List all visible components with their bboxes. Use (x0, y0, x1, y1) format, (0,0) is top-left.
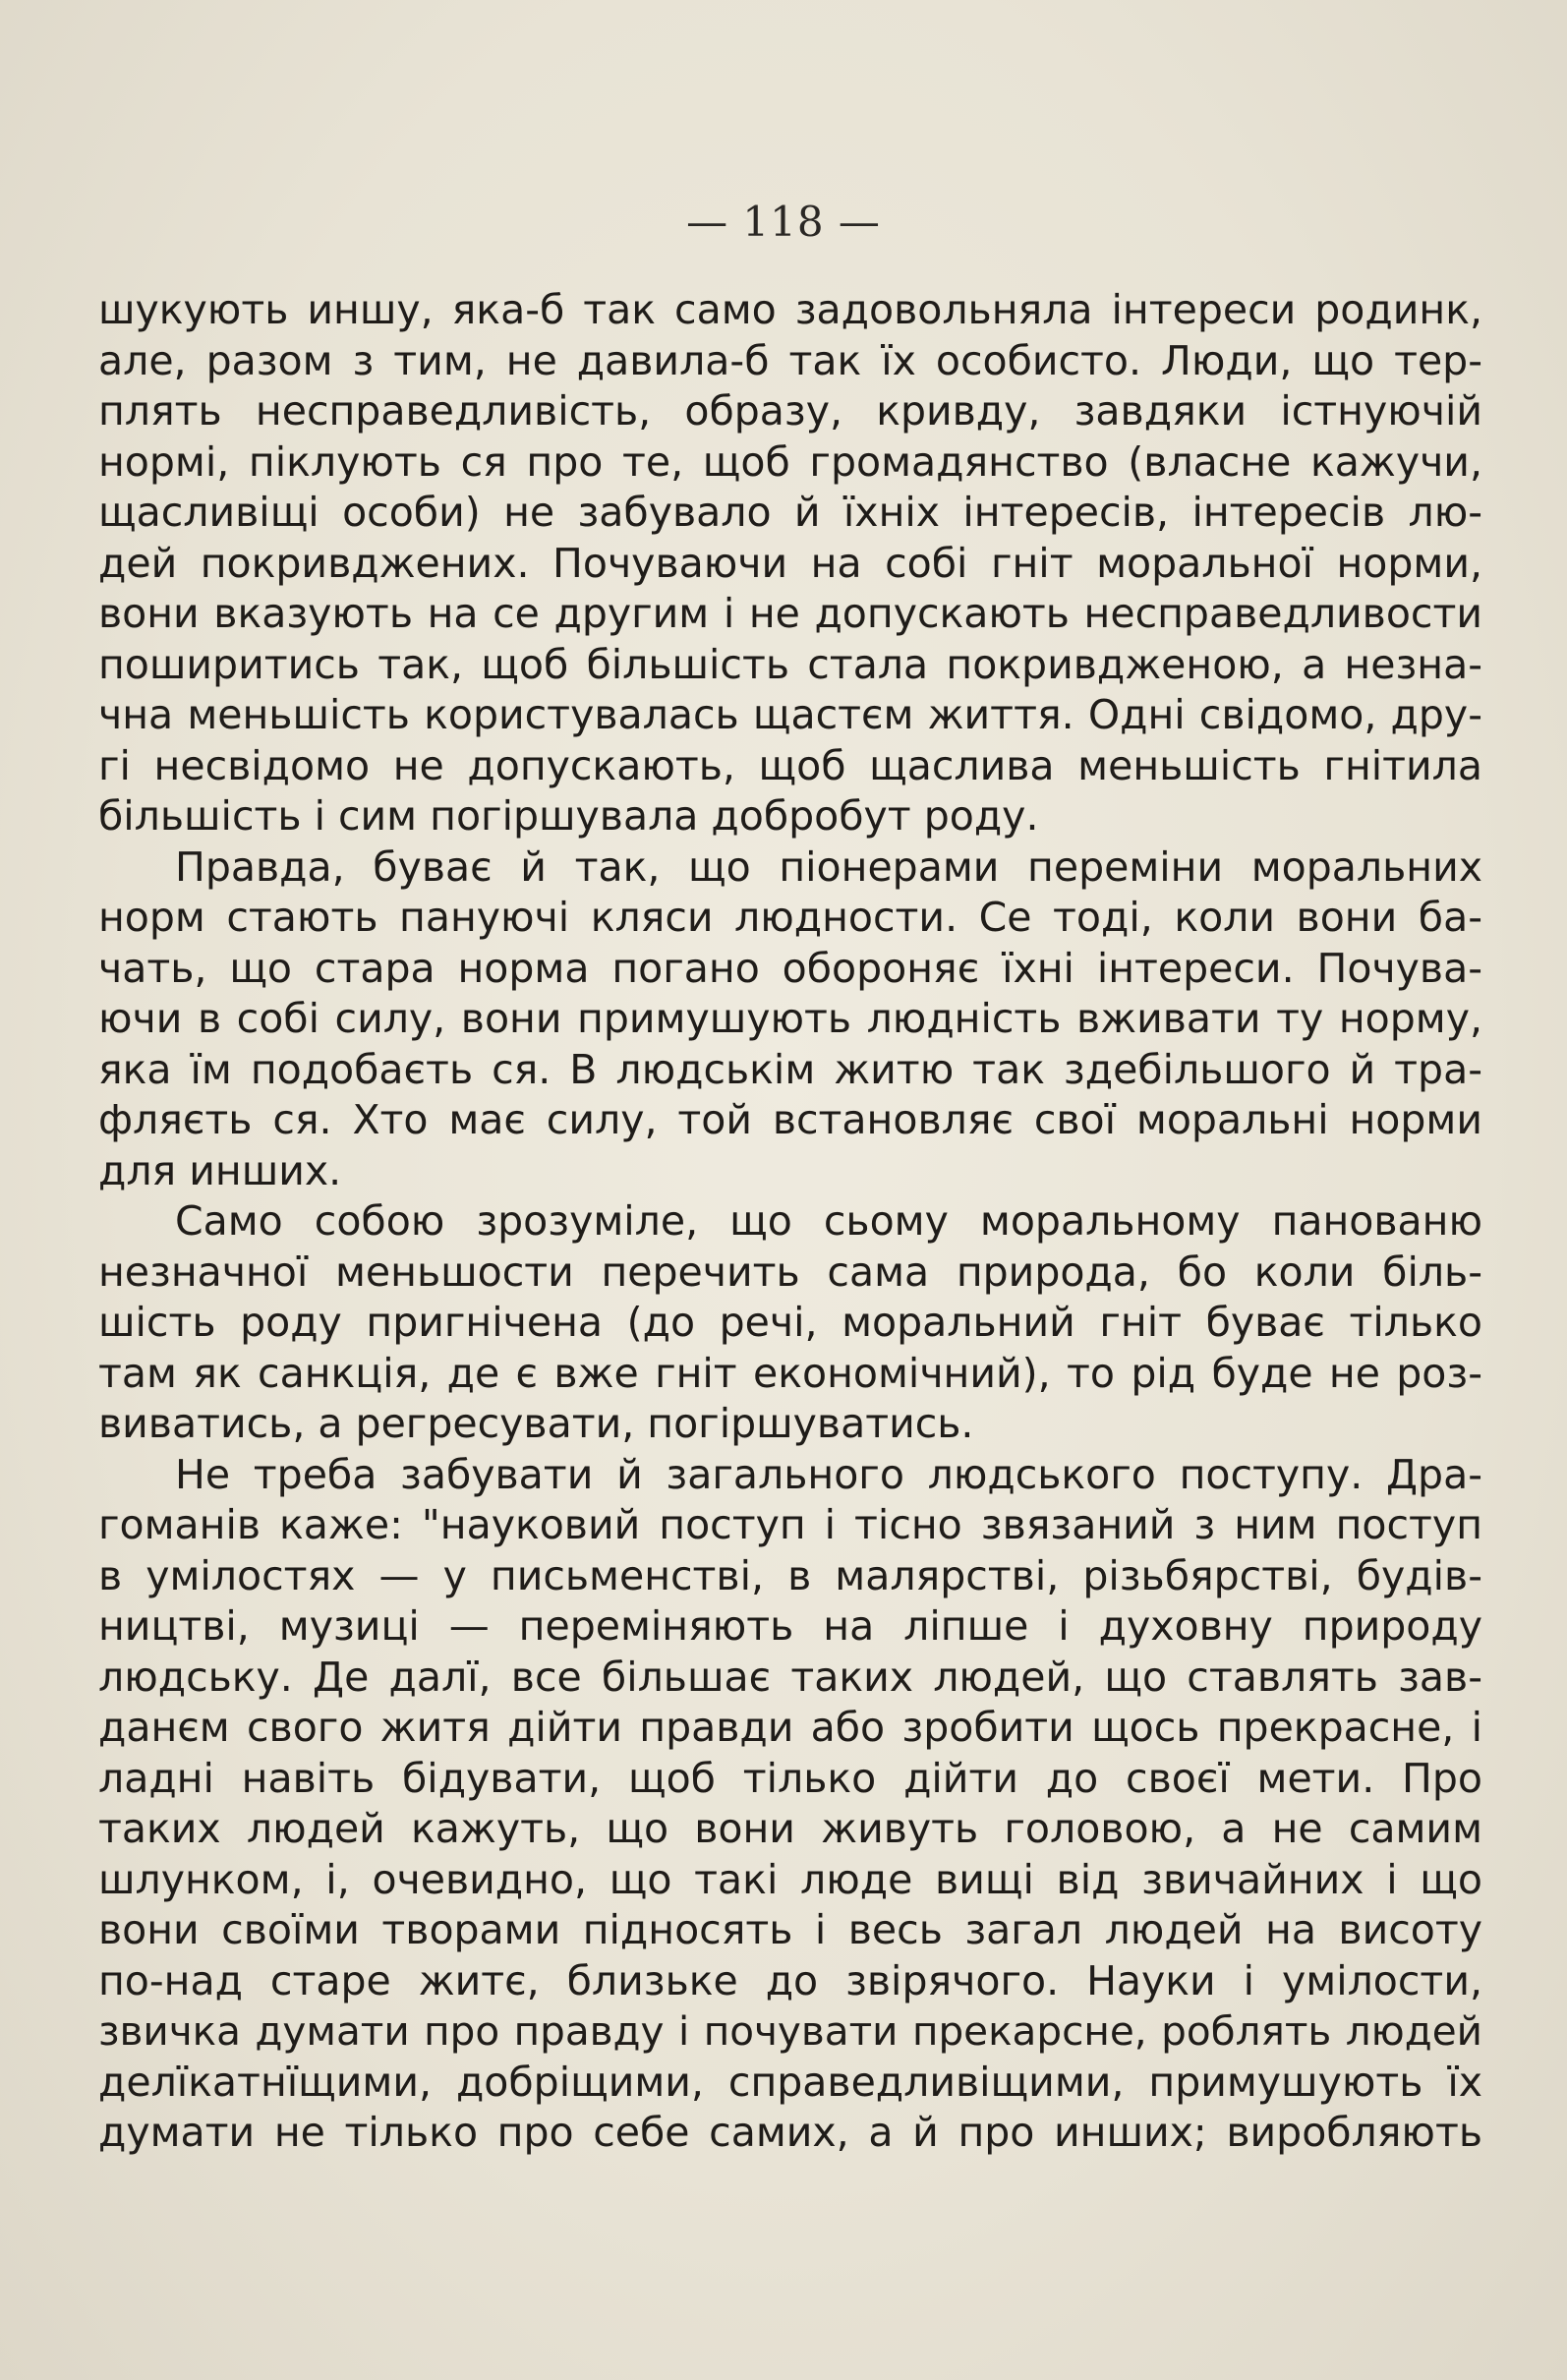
text-line: дей покривджених. Почуваючи на собі гніт моральної норми, (98, 539, 1482, 587)
text-line: незначної меньшости перечить сама природа, бо коли біль- (98, 1248, 1482, 1296)
text-line: людську. Де далї, все більшає таких людей, що ставлять зав- (98, 1653, 1482, 1701)
page-number: — 118 — (686, 198, 881, 246)
paragraph (98, 1196, 1482, 1450)
text-line: щасливіщі особи) не забувало й їхніх інтересів, інтересів лю- (98, 489, 1482, 536)
text-line: данєм свого житя дійти правди або зробити щось прекрасне, і (98, 1704, 1482, 1751)
text-line: ючи в собі силу, вони примушують людність вживати ту норму, (98, 995, 1482, 1042)
text-line: Не треба забувати й загального людського поступу. Дра- (175, 1450, 1482, 1498)
text-line: нормі, піклують ся про те, щоб громадянство (власне кажучи, (98, 437, 1482, 486)
text-line: в умілостях — у письменстві, в малярстві, різьбярстві, будів- (98, 1551, 1482, 1599)
text-line: виватись, а регресувати, погіршуватись. (98, 1400, 974, 1447)
text-line: поширитись так, щоб більшість стала покривдженою, а незна- (98, 640, 1482, 688)
text-line: більшість і сим погіршувала добробут роду. (98, 792, 1039, 840)
text-line: ладні навіть бідувати, щоб тілько дійти до своєї мети. Про (98, 1754, 1482, 1802)
text-line: для инших. (98, 1146, 342, 1194)
text-line: вони своїми творами підносять і весь загал людей на висоту (98, 1906, 1482, 1953)
text-line: звичка думати про правду і почувати прекарсне, роблять людей (98, 2007, 1482, 2055)
text-line: яка їм подобаєть ся. В людськім житю так здебільшого й тра- (98, 1045, 1482, 1093)
paragraph (98, 842, 1482, 1197)
text-line: шість роду пригнічена (до речі, моральний гніт буває тілько (98, 1299, 1482, 1346)
text-line: думати не тілько про себе самих, а й про инших; виробляють (98, 2109, 1482, 2156)
text-line: вони вказують на се другим і не допускають несправедливости (98, 590, 1482, 637)
text-line: чать, що стара норма погано обороняє їхні інтереси. Почува- (98, 944, 1482, 992)
text-line: Правда, буває й так, що піонерами переміни моральних (175, 842, 1482, 891)
text-line: таких людей кажуть, що вони живуть головою, а не самим (98, 1805, 1482, 1852)
text-line: по-над старе житє, близьке до звірячого. Науки і умілости, (98, 1956, 1482, 2004)
paragraph (98, 285, 1482, 842)
text-line: шукують иншу, яка-б так само задовольняла інтереси родинк, (98, 286, 1482, 333)
paragraph (98, 1450, 1482, 2159)
text-line: гоманів каже: "науковий поступ і тісно звязаний з ним поступ (98, 1501, 1482, 1548)
text-line: там як санкція, де є вже гніт економічний), то рід буде не роз- (98, 1349, 1482, 1397)
text-line: гі несвідомо не допускають, щоб щаслива меньшість гнітила (98, 741, 1482, 789)
text-line: чна меньшість користувалась щастєм життя. Одні свідомо, дру- (98, 691, 1482, 738)
text-line: ництві, музиці — переміняють на ліпше і духовну природу (98, 1602, 1482, 1650)
text-line: норм стають пануючі кляси людности. Се тоді, коли вони ба- (98, 894, 1482, 941)
text-line: делїкатнїщими, добріщими, справедливіщими, примушують їх (98, 2058, 1482, 2106)
text-line: плять несправедливість, образу, кривду, завдяки істнуючій (98, 387, 1482, 435)
text-line: фляєть ся. Хто має силу, той встановляє свої моральні норми (98, 1096, 1482, 1143)
text-line: Само собою зрозуміле, що сьому моральному панованю (175, 1197, 1482, 1245)
body-text (98, 285, 1482, 2159)
text-line: але, разом з тим, не давила-б так їх особисто. Люди, що тер- (98, 336, 1482, 384)
text-line: шлунком, і, очевидно, що такі люде вищі від звичайних і що (98, 1855, 1482, 1903)
